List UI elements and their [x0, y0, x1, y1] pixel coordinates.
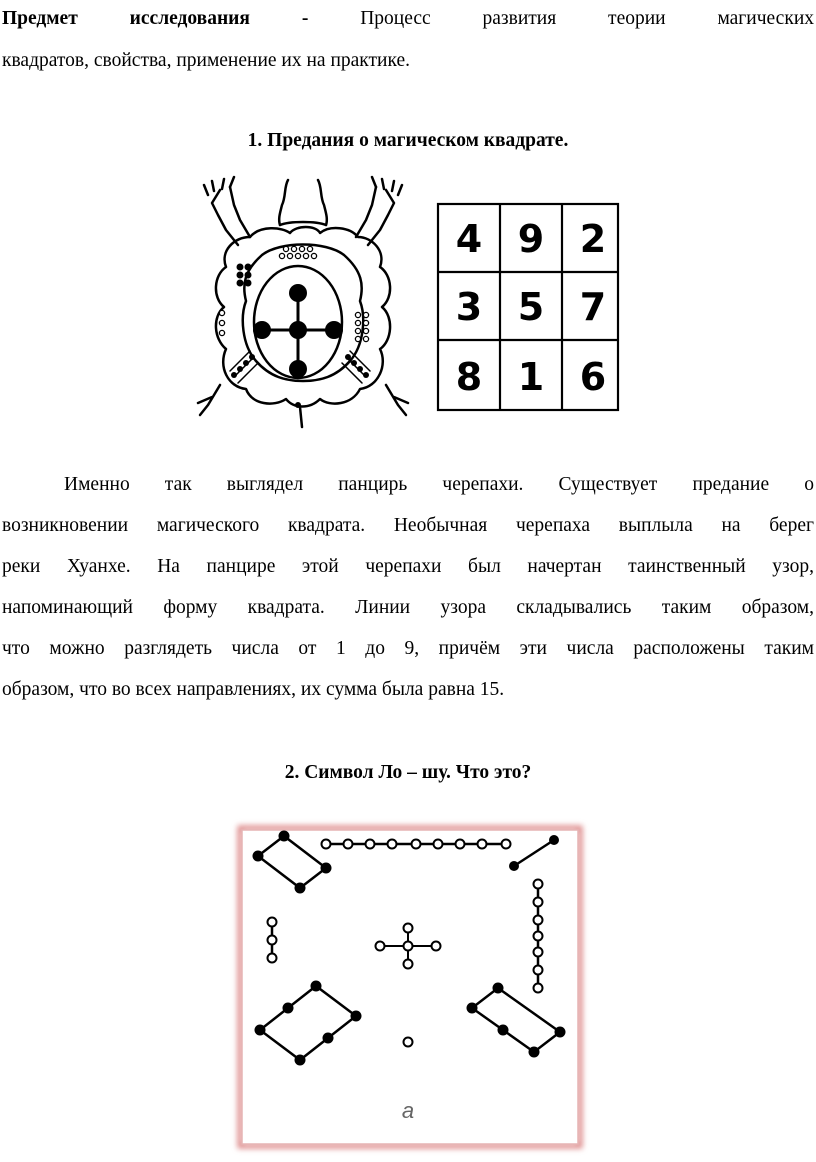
magic-square-grid — [432, 198, 624, 418]
magic-cell-r1c1: 4 — [455, 217, 483, 261]
magic-cell-r1c2: 9 — [517, 217, 545, 261]
paragraph-line-1: Именно так выглядел панцирь черепахи. Существует предание о — [64, 474, 814, 495]
paragraph-line-2: возникновении магического квадрата. Необычная черепаха выплыла на берег — [2, 515, 814, 536]
paragraph-line-4: напоминающий форму квадрата. Линии узора складывались таким образом, — [2, 597, 814, 618]
section-2-heading: 2. Символ Ло – шу. Что это? — [284, 762, 532, 783]
magic-cell-r3c2: 1 — [517, 355, 545, 399]
turtle-illustration — [190, 175, 412, 430]
section-1-heading: 1. Предания о магическом квадрате. — [247, 130, 569, 151]
magic-cell-r2c3: 7 — [579, 285, 607, 329]
lo-shu-figure — [230, 818, 590, 1156]
magic-cell-r3c1: 8 — [455, 355, 483, 399]
intro-text-1: Процесс развития теории магических — [360, 8, 815, 29]
magic-cell-r1c3: 2 — [579, 217, 607, 261]
intro-line-1 — [2, 2, 814, 36]
paragraph-line-6: образом, что во всех направлениях, их сумма была равна 15. — [2, 679, 505, 700]
figure-caption: a — [401, 1098, 415, 1123]
paragraph-line-5: что можно разглядеть числа от 1 до 9, причём эти числа расположены таким — [2, 638, 814, 659]
magic-cell-r2c1: 3 — [455, 285, 483, 329]
magic-cell-r3c3: 6 — [579, 355, 607, 399]
intro-label: Предмет исследования — [2, 8, 250, 29]
magic-cell-r2c2: 5 — [517, 285, 545, 329]
intro-dash: - — [301, 8, 309, 29]
intro-line-2: квадратов, свойства, применение их на практике. — [2, 50, 410, 71]
paragraph-line-3: реки Хуанхе. На панцире этой черепахи был начертан таинственный узор, — [2, 556, 814, 577]
